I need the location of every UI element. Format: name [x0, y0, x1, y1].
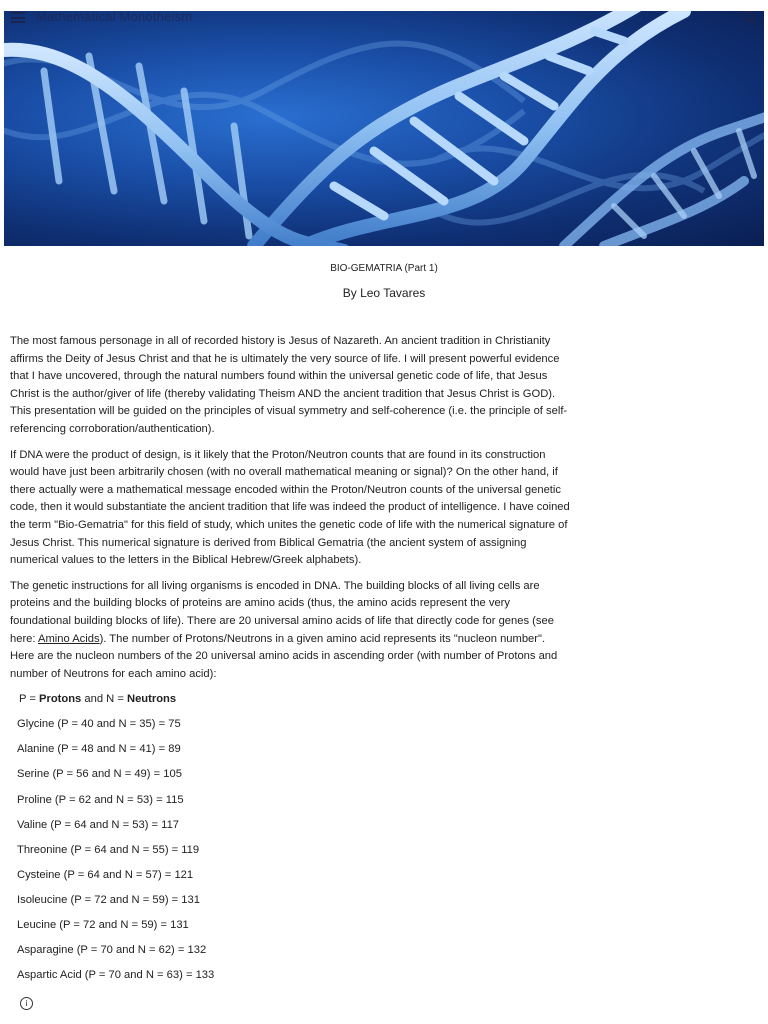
legend-p: P =	[19, 693, 40, 706]
article-byline: By Leo Tavares	[342, 286, 426, 300]
amino-acids-link[interactable]: Amino Acids	[38, 632, 100, 645]
paragraph-design: If DNA were the product of design, is it likely that the Proton/Neutron counts that are found in its construction would have just been arbitrarily chosen (with no overall mathematical meaning or signal)? On the other hand, if there actually were a mathematical message encoded within the Proton/Neutron counts of the universal genetic code, then it would substantiate the ancient tradition that life was indeed the product of intelligence. I have coined the term "Bio-Gematria" for this field of study, which unites the genetic code of life with the numerical signature of Jesus Christ. This numerical signature is derived from Biblical Gematria (the ancient system of assigning numerical values to the letters in the Biblical Hebrew/Greek alphabets).	[10, 448, 570, 567]
dna-helix-graphic	[4, 11, 764, 246]
legend-and: and N =	[81, 693, 127, 706]
dna-banner-image	[4, 11, 764, 246]
amino-acid-item: Isoleucine (P = 72 and N = 59) = 131	[17, 893, 200, 906]
search-icon[interactable]	[742, 10, 758, 26]
amino-acid-item: Serine (P = 56 and N = 49) = 105	[17, 768, 182, 781]
amino-acid-item: Proline (P = 62 and N = 53) = 115	[17, 793, 184, 806]
legend-protons: Protons	[39, 693, 82, 706]
info-icon[interactable]: i	[20, 997, 33, 1010]
amino-acid-item: Aspartic Acid (P = 70 and N = 63) = 133	[17, 969, 215, 982]
paragraph-amino-acids	[10, 578, 570, 684]
site-header	[0, 0, 768, 30]
hamburger-menu-icon[interactable]	[11, 12, 25, 23]
amino-acid-item: Asparagine (P = 70 and N = 62) = 132	[17, 944, 207, 957]
amino-acid-list	[10, 716, 570, 992]
amino-acid-item: Valine (P = 64 and N = 53) = 117	[17, 818, 180, 831]
paragraph-text-before-link: The genetic instructions for all living organisms is encoded in DNA. The building blocks of all living cells are proteins and the building blocks of proteins are amino acids (thus, the amino acids represent the very foundational building blocks of life). There are 20 universal amino acids of life that directly code for genes (see here:	[10, 579, 554, 645]
legend-neutrons: Neutrons	[127, 693, 177, 706]
proton-neutron-legend	[19, 691, 570, 716]
amino-acid-item: Glycine (P = 40 and N = 35) = 75	[17, 718, 181, 731]
amino-acid-item: Cysteine (P = 64 and N = 57) = 121	[17, 868, 194, 881]
amino-acid-item: Threonine (P = 64 and N = 55) = 119	[17, 843, 200, 856]
amino-acid-item: Leucine (P = 72 and N = 59) = 131	[17, 919, 189, 932]
paragraph-intro: The most famous personage in all of recorded history is Jesus of Nazareth. An ancient tradition in Christianity affirms the Deity of Jesus Christ and that he is ultimately the very source of life. I will present powerful evidence that I have uncovered, through the natural numbers found within the universal genetic code of life, that Jesus Christ is the author/giver of life (thereby validating Theism AND the ancient tradition that Jesus Christ is GOD). This presentation will be guided on the principles of visual symmetry and self-coherence (i.e. the principle of self-referencing corroboration/authentication).	[10, 335, 568, 435]
article-caption: BIO-GEMATRIA (Part 1)	[330, 263, 438, 274]
amino-acid-item: Alanine (P = 48 and N = 41) = 89	[17, 743, 181, 756]
paragraph-text-after-link: ). The number of Protons/Neutrons in a given amino acid represents its "nucleon number". Here are the nucleon numbers of the 20 universal amino acids in ascending order (with number of Protons and number of Neutrons for each amino acid):	[10, 632, 558, 680]
site-title[interactable]: Mathematical Monotheism	[36, 9, 193, 24]
article-content	[10, 333, 570, 992]
